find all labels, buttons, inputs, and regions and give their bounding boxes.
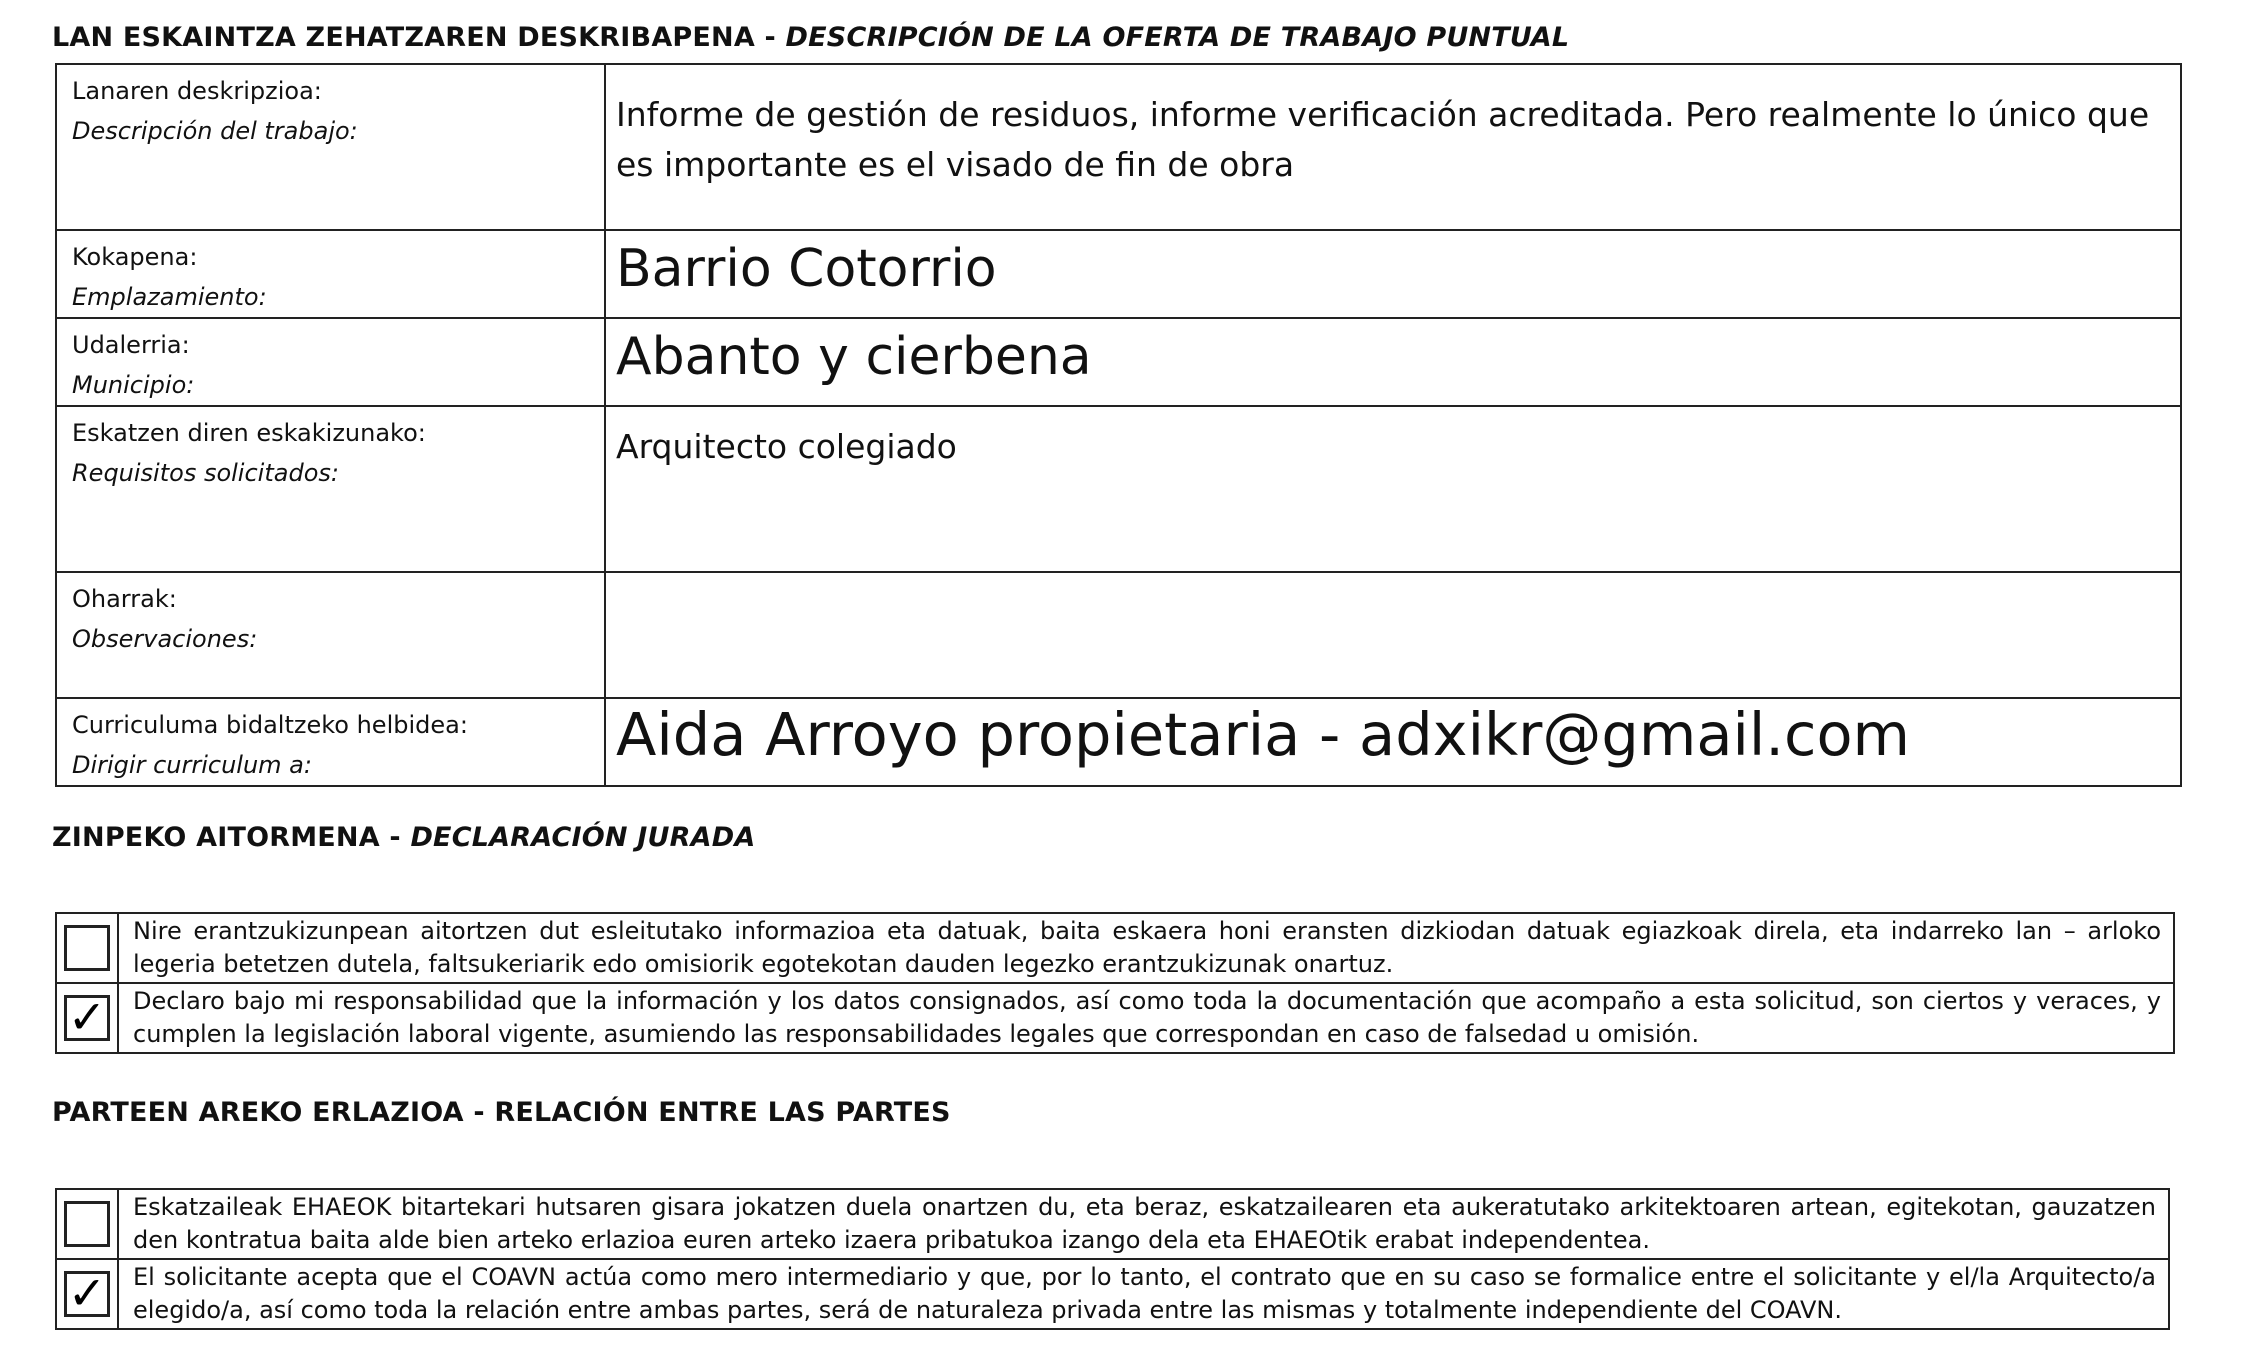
label-eu: Lanaren deskripzioa:	[72, 77, 322, 105]
relationship-text-eu: Eskatzaileak EHAEOK bitartekari hutsaren gisara jokatzen duela onartzen du, eta beraz, eskatzailearen eta aukeratutako arkitektoaren artean, egitekotan, gauzatzen den kontratua baita alde bien arteko erlazioa euren arteko izaera pribatukoa izango dela eta EHAEOtik erabat independentea.	[118, 1189, 2169, 1259]
section-title-eu: LAN ESKAINTZA ZEHATZAREN DESKRIBAPENA -	[52, 22, 786, 53]
value-cell[interactable]	[605, 406, 2181, 572]
location-value: Barrio Cotorrio	[616, 239, 997, 299]
value-cell[interactable]	[605, 572, 2181, 698]
label-cell	[56, 572, 605, 698]
label-cell	[56, 406, 605, 572]
section-title-es: DESCRIPCIÓN DE LA OFERTA DE TRABAJO PUNTUAL	[785, 22, 1570, 53]
label-eu: Udalerria:	[72, 331, 190, 359]
checkbox-cell	[56, 983, 118, 1053]
checkbox-cell	[56, 913, 118, 983]
label-eu: Oharrak:	[72, 585, 177, 613]
value-cell[interactable]	[605, 318, 2181, 406]
row-send-cv	[56, 698, 2181, 786]
section-title-sworn-declaration	[52, 822, 755, 853]
send-cv-value: Aida Arroyo propietaria - adxikr@gmail.com	[616, 700, 1911, 769]
section-title-job-description	[52, 22, 1569, 53]
declaration-row	[56, 913, 2174, 983]
section-title: PARTEEN AREKO ERLAZIOA - RELACIÓN ENTRE LAS PARTES	[52, 1097, 951, 1128]
declaration-row	[56, 983, 2174, 1053]
declaration-checkbox-es[interactable]	[64, 990, 110, 1044]
label-cell	[56, 64, 605, 230]
relationship-row	[56, 1259, 2169, 1329]
label-es: Municipio:	[72, 371, 195, 399]
label-eu: Kokapena:	[72, 243, 198, 271]
checkmark-icon: ✓	[67, 1266, 107, 1320]
row-observations	[56, 572, 2181, 698]
row-municipality	[56, 318, 2181, 406]
label-cell	[56, 318, 605, 406]
relationship-checkbox-eu[interactable]	[64, 1201, 110, 1247]
label-eu: Curriculuma bidaltzeko helbidea:	[72, 711, 468, 739]
sworn-declaration-table	[55, 912, 2175, 1054]
label-cell	[56, 698, 605, 786]
section-title-es: DECLARACIÓN JURADA	[410, 822, 756, 853]
label-es: Emplazamiento:	[72, 283, 267, 311]
section-title-eu: ZINPEKO AITORMENA -	[52, 822, 411, 853]
requirements-value: Arquitecto colegiado	[616, 427, 957, 466]
relationship-checkbox-es[interactable]	[64, 1266, 110, 1320]
job-description-value: Informe de gestión de residuos, informe verificación acreditada. Pero realmente lo único que es importante es el visado de fin de obra	[616, 95, 2150, 184]
relationship-row	[56, 1189, 2169, 1259]
value-cell[interactable]	[605, 230, 2181, 318]
declaration-checkbox-eu[interactable]	[64, 925, 110, 971]
relationship-text-es: El solicitante acepta que el COAVN actúa como mero intermediario y que, por lo tanto, el contrato que en su caso se formalice entre el solicitante y el/la Arquitecto/a elegido/a, así como toda la relación entre ambas partes, será de naturaleza privada entre las mismas y totalmente independiente del COAVN.	[118, 1259, 2169, 1329]
checkmark-icon: ✓	[67, 990, 107, 1044]
observations-value	[616, 573, 2168, 598]
value-cell[interactable]	[605, 64, 2181, 230]
section-title-relationship	[52, 1097, 951, 1128]
checkbox-cell	[56, 1259, 118, 1329]
label-es: Requisitos solicitados:	[72, 459, 339, 487]
relationship-table	[55, 1188, 2170, 1330]
row-location	[56, 230, 2181, 318]
declaration-text-eu: Nire erantzukizunpean aitortzen dut esleitutako informazioa eta datuak, baita eskaera honi eransten dizkiodan datuak egiazkoak direla, eta indarreko lan – arloko legeria betetzen dutela, faltsukeriarik edo omisiorik egotekotan dauden legezko erantzukizunak onartuz.	[118, 913, 2174, 983]
label-es: Observaciones:	[72, 625, 258, 653]
row-job-description	[56, 64, 2181, 230]
municipality-value: Abanto y cierbena	[616, 327, 1092, 387]
label-cell	[56, 230, 605, 318]
job-description-table	[55, 63, 2182, 787]
checkbox-cell	[56, 1189, 118, 1259]
value-cell[interactable]	[605, 698, 2181, 786]
label-eu: Eskatzen diren eskakizunako:	[72, 419, 426, 447]
declaration-text-es: Declaro bajo mi responsabilidad que la información y los datos consignados, así como toda la documentación que acompaño a esta solicitud, son ciertos y veraces, y cumplen la legislación laboral vigente, asumiendo las responsabilidades legales que correspondan en caso de falsedad u omisión.	[118, 983, 2174, 1053]
row-requirements	[56, 406, 2181, 572]
label-es: Dirigir curriculum a:	[72, 751, 312, 779]
label-es: Descripción del trabajo:	[72, 117, 358, 145]
